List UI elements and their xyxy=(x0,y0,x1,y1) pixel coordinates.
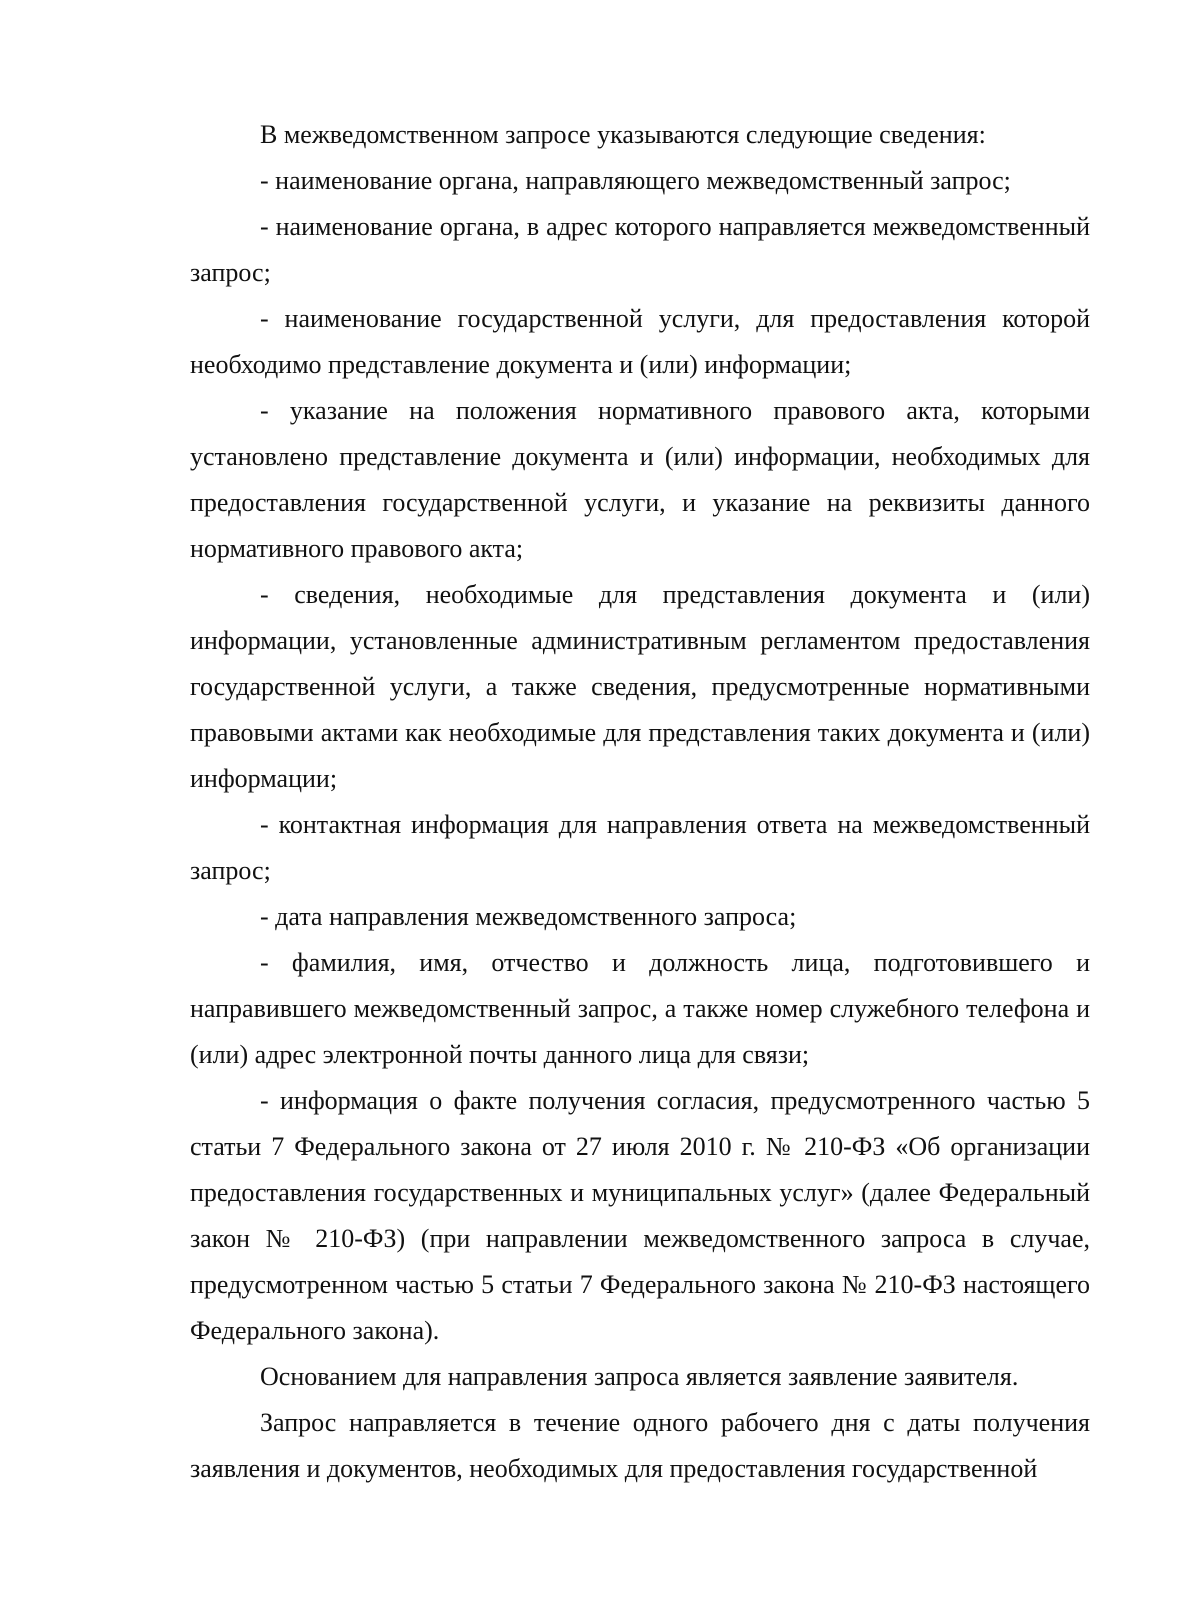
document-body xyxy=(190,112,1090,1492)
paragraph-basis: Основанием для направления запроса является заявление заявителя. xyxy=(260,1362,1019,1391)
paragraph-deadline: Запрос направляется в течение одного рабочего дня с даты получения заявления и документов, необходимых для предоставления государственной xyxy=(190,1408,1090,1483)
paragraph-item-required-info: - сведения, необходимые для представления документа и (или) информации, установленные административным регламентом предоставления государственной услуги, а также сведения, предусмотренные нормативными правовыми актами как необходимые для представления таких документа и (или) информации; xyxy=(190,580,1090,793)
paragraph-item-consent-info: - информация о факте получения согласия, предусмотренного частью 5 статьи 7 Федерального закона от 27 июля 2010 г. № 210-ФЗ «Об организации предоставления государственных и муниципальных услуг» (далее Федеральный закон № 210-ФЗ) (при направлении межведомственного запроса в случае, предусмотренном частью 5 статьи 7 Федерального закона № 210-ФЗ настоящего Федерального закона). xyxy=(190,1086,1090,1345)
paragraph-item-responsible-person: - фамилия, имя, отчество и должность лица, подготовившего и направившего межведомственный запрос, а также номер служебного телефона и (или) адрес электронной почты данного лица для связи; xyxy=(190,948,1090,1069)
paragraph-item-date: - дата направления межведомственного запроса; xyxy=(260,902,797,931)
paragraph-intro: В межведомственном запросе указываются следующие сведения: xyxy=(260,120,986,149)
paragraph-item-legal-act: - указание на положения нормативного правового акта, которыми установлено представление документа и (или) информации, необходимых для предоставления государственной услуги, и указание на реквизиты данного нормативного правового акта; xyxy=(190,396,1090,563)
paragraph-item-service-name: - наименование государственной услуги, для предоставления которой необходимо представление документа и (или) информации; xyxy=(190,304,1090,379)
paragraph-item-addressee-body: - наименование органа, в адрес которого направляется межведомственный запрос; xyxy=(190,212,1090,287)
paragraph-item-requesting-body: - наименование органа, направляющего межведомственный запрос; xyxy=(260,166,1011,195)
paragraph-item-contact-info: - контактная информация для направления ответа на межведомственный запрос; xyxy=(190,810,1090,885)
